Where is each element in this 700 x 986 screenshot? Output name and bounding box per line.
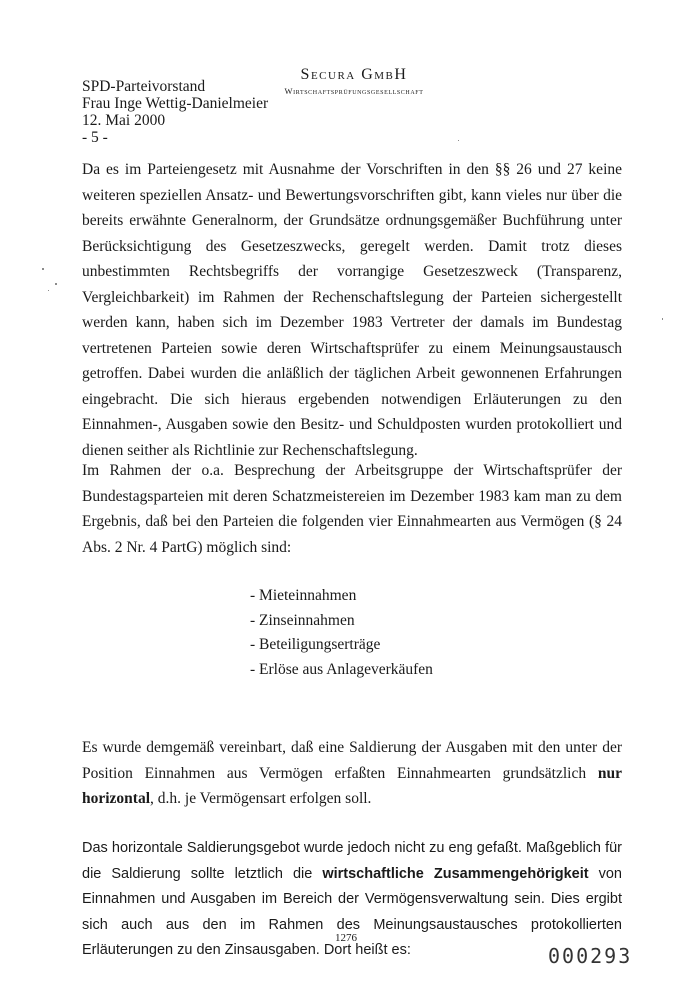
list-item: - Erlöse aus Anlageverkäufen <box>250 660 433 678</box>
paragraph-4 <box>82 836 622 964</box>
paragraph-3-part-b: , d.h. je Vermögensart erfolgen soll. <box>150 790 372 807</box>
list-item: - Zinseinnahmen <box>250 611 355 629</box>
paragraph-3 <box>82 735 622 812</box>
scan-speck <box>55 283 57 285</box>
paragraph-1 <box>82 157 622 463</box>
scan-speck <box>662 318 663 320</box>
paragraph-3-part-a: Es wurde demgemäß vereinbart, daß eine Saldierung der Ausgaben mit den unter der Position Einnahmen aus Vermögen erfaßten Einnahmearten grundsätzlich <box>82 739 622 782</box>
company-name: Secura GmbH <box>300 66 408 83</box>
paragraph-1-text: Da es im Parteiengesetz mit Ausnahme der Vorschriften in den §§ 26 und 27 keine weiteren speziellen Ansatz- und Bewertungsvorschriften gibt, kann vieles nur über die bereits erwähnte Generalnorm, der Grundsätze ordnungsgemäßer Buchführung unter Berücksichtigung des Gesetzeszwecks, geregelt werden. Damit trotz dieses unbestimmten Rechtsbegriffs der vorrangige Gesetzeszweck (Transparenz, Vergleichbarkeit) im Rahmen der Rechenschaftslegung der Parteien sichergestellt werden kann, haben sich im Dezember 1983 Vertreter der damals im Bundestag vertretenen Parteien sowie deren Wirtschaftsprüfer zu einem Meinungsaustausch getroffen. Dabei wurden die anläßlich der täglichen Arbeit gewonnenen Erfahrungen eingebracht. Die sich hieraus ergebenden notwendigen Erläuterungen zu den Einnahmen-, Ausgaben sowie den Besitz- und Schuldposten wurden protokolliert und dienen seither als Richtlinie zur Rechenschaftslegung. <box>82 161 622 459</box>
list-item: - Mieteinnahmen <box>250 587 357 604</box>
paragraph-3-emphasis: nur horizontal <box>82 764 622 807</box>
recipient-name: Frau Inge Wettig-Danielmeier <box>82 95 269 112</box>
letter-date: 12. Mai 2000 <box>82 112 166 129</box>
page-number: 1276 <box>335 932 357 944</box>
recipient-org: SPD-Parteivorstand <box>82 78 206 95</box>
paragraph-4-part-b: von Einnahmen und Ausgaben im Bereich der Vermögensverwaltung sein. Dies ergibt sich auch aus den im Rahmen des Meinungsaustausches protokollierten Erläuterungen zu den Zinsausgaben. Dort heißt es: <box>82 865 622 958</box>
paragraph-2-text: Im Rahmen der o.a. Besprechung der Arbeitsgruppe der Wirtschaftsprüfer der Bundestagsparteien mit deren Schatzmeistereien im Dezember 1983 kam man zu dem Ergebnis, daß bei den Parteien die folgenden vier Einnahmearten aus Vermögen (§ 24 Abs. 2 Nr. 4 PartG) möglich sind: <box>82 462 622 556</box>
paragraph-4-text <box>82 836 622 964</box>
scan-speck <box>48 290 49 291</box>
archive-stamp: 000293 <box>548 944 633 968</box>
scan-speck <box>42 268 44 270</box>
company-subtitle: Wirtschaftsprüfungsgesellschaft <box>284 86 424 96</box>
income-types-list <box>250 584 433 682</box>
paragraph-3-text <box>82 735 622 812</box>
scan-speck <box>458 140 459 141</box>
list-item: - Beteiligungserträge <box>250 636 381 653</box>
paragraph-2 <box>82 458 622 560</box>
page-marker: - 5 - <box>82 129 108 146</box>
recipient-block <box>82 78 268 146</box>
paragraph-4-emphasis: wirtschaftliche Zusammengehörigkeit <box>322 865 589 882</box>
company-letterhead <box>262 66 446 96</box>
paragraph-4-part-a: Das horizontale Saldierungsgebot wurde jedoch nicht zu eng gefaßt. Maßgeblich für die Saldierung sollte letztlich die <box>82 840 622 882</box>
